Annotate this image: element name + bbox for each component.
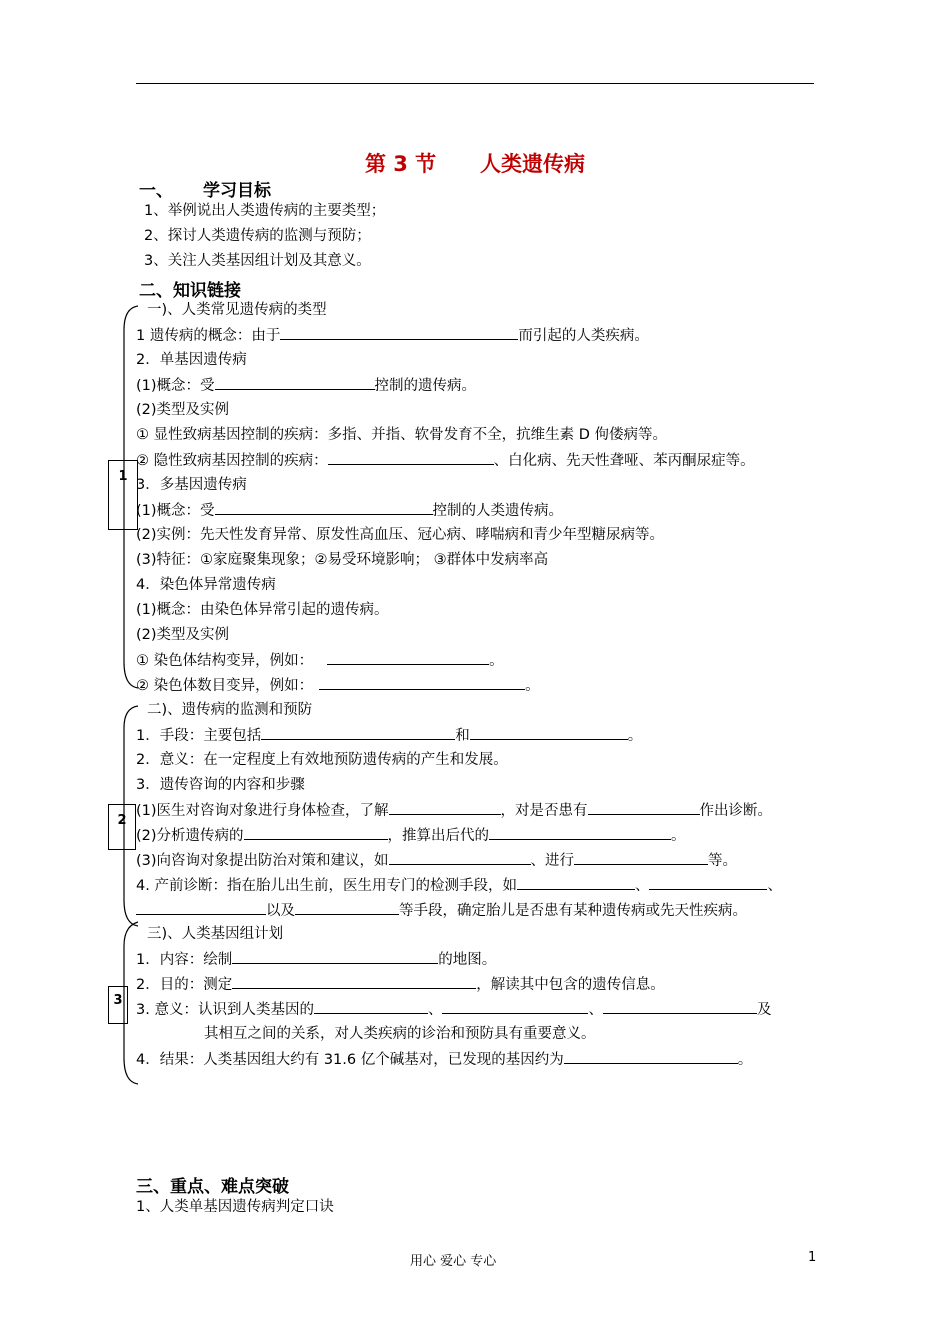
p2-line4-c: 作出诊断。: [699, 803, 773, 819]
p3-line5: [136, 1049, 752, 1070]
p2-line8: [136, 900, 747, 921]
p2-line7: [136, 875, 782, 896]
p2-line2: 2．意义：在一定程度上有效地预防遗传病的产生和发展。: [136, 752, 508, 768]
blank: [232, 974, 476, 989]
part-box-2: [108, 804, 136, 850]
p2-line5: [136, 825, 686, 846]
p3-line2-b: ，解读其中包含的遗传信息。: [476, 977, 665, 993]
blank: [244, 825, 388, 840]
part-box-1-label: 1: [118, 469, 128, 484]
objective-3: 3、关注人类基因组计划及其意义。: [144, 253, 371, 269]
blank: [389, 800, 501, 815]
blank: [588, 800, 700, 815]
p2-line4: [136, 800, 772, 821]
section3-line1: 1、人类单基因遗传病判定口诀: [136, 1199, 334, 1215]
part3-subtitle: 三)、人类基因组计划: [147, 926, 284, 942]
blank: [574, 850, 708, 865]
p1-line11: 4．染色体异常遗传病: [136, 577, 276, 593]
p1-line7: 3．多基因遗传病: [136, 477, 247, 493]
part-box-3-label: 3: [113, 993, 123, 1008]
p3-line3: [136, 999, 771, 1020]
p2-line7-b: 、: [634, 878, 650, 894]
p2-line7-c: 、: [767, 878, 782, 894]
p3-line3-b: 、: [427, 1002, 443, 1018]
blank: [442, 999, 588, 1014]
blank: [517, 875, 635, 890]
p2-line6-a: (3)向咨询对象提出防治对策和建议，如: [136, 853, 389, 869]
page-number: 1: [808, 1250, 817, 1265]
p3-line1-a: 1．内容：绘制: [136, 952, 233, 968]
p1-line8-a: (1)概念：受: [136, 503, 215, 519]
p1-line6-b: 、白化病、先天性聋哑、苯丙酮尿症等。: [493, 453, 755, 469]
p2-line7-a: 4. 产前诊断：指在胎儿出生前，医生用专门的检测手段，如: [136, 878, 517, 894]
part-box-1: [108, 460, 138, 530]
p3-line5-b: 。: [737, 1052, 753, 1068]
blank: [389, 850, 531, 865]
p2-line4-a: (1)医生对咨询对象进行身体检查，了解: [136, 803, 389, 819]
p1-line14: [136, 650, 504, 671]
part-box-2-label: 2: [117, 813, 127, 828]
p3-line3-c: 、: [588, 1002, 603, 1018]
p2-line5-b: ，推算出后代的: [387, 828, 490, 844]
p1-line15: [136, 675, 540, 696]
blank: [215, 500, 433, 515]
p1-line1: [136, 325, 649, 346]
p1-line6-a: ② 隐性致病基因控制的疾病：: [136, 453, 328, 469]
blank: [232, 949, 438, 964]
p1-line3: [136, 375, 476, 396]
blank: [314, 999, 428, 1014]
p3-line2-a: 2．目的：测定: [136, 977, 233, 993]
section2-heading: 二、知识链接: [139, 281, 241, 301]
p1-line6: [136, 450, 755, 471]
p1-line1-a: 1 遗传病的概念：由于: [136, 328, 281, 344]
blank: [470, 725, 628, 740]
objective-1: 1、举例说出人类遗传病的主要类型；: [144, 203, 386, 219]
p3-line5-a: 4．结果：人类基因组大约有 31.6 亿个碱基对，已发现的基因约为: [136, 1052, 564, 1068]
p3-line1: [136, 949, 496, 970]
blank: [319, 675, 525, 690]
section1-heading: 学习目标: [203, 181, 271, 201]
p2-line6: [136, 850, 737, 871]
part-box-3: [108, 986, 128, 1024]
p1-line4: (2)类型及实例: [136, 402, 230, 418]
p1-line3-a: (1)概念：受: [136, 378, 215, 394]
p1-line13: (2)类型及实例: [136, 627, 230, 643]
p1-line2: 2．单基因遗传病: [136, 352, 247, 368]
p2-line5-a: (2)分析遗传病的: [136, 828, 244, 844]
p1-line14-b: 。: [489, 653, 504, 669]
section1-number: 一、: [139, 181, 173, 201]
p2-line8-b: 等手段，确定胎儿是否患有某种遗传病或先天性疾病。: [399, 903, 747, 919]
p2-line6-c: 等。: [708, 853, 738, 869]
p1-line15-b: 。: [525, 678, 540, 694]
blank: [649, 875, 767, 890]
blank: [280, 325, 518, 340]
p2-line3: 3．遗传咨询的内容和步骤: [136, 777, 305, 793]
objective-2: 2、探讨人类遗传病的监测与预防；: [144, 228, 371, 244]
page-title: 第 3 节 人类遗传病: [364, 152, 586, 176]
p1-line12: (1)概念：由染色体异常引起的遗传病。: [136, 602, 389, 618]
p1-line5: ① 显性致病基因控制的疾病：多指、并指、软骨发育不全，抗维生素 D 佝偻病等。: [136, 427, 667, 443]
p3-line3-a: 3. 意义：认识到人类基因的: [136, 1002, 314, 1018]
p2-line1: [136, 725, 642, 746]
p3-line1-b: 的地图。: [438, 952, 497, 968]
p1-line3-b: 控制的遗传病。: [374, 378, 477, 394]
p1-line15-a: ② 染色体数目变异，例如：: [136, 678, 314, 694]
p1-line8-b: 控制的人类遗传病。: [432, 503, 564, 519]
p2-line1-a: 1．手段：主要包括: [136, 728, 262, 744]
p1-line14-a: ① 染色体结构变异，例如：: [136, 653, 314, 669]
p2-line6-b: 、进行: [530, 853, 575, 869]
p2-line5-c: 。: [671, 828, 686, 844]
p3-line4: 其相互之间的关系，对人类疾病的诊治和预防具有重要意义。: [204, 1026, 596, 1042]
blank: [489, 825, 671, 840]
blank: [327, 650, 489, 665]
blank: [295, 900, 399, 915]
section3-heading: 三、重点、难点突破: [136, 1177, 289, 1197]
blank: [603, 999, 757, 1014]
p1-line8: [136, 500, 563, 521]
blank: [261, 725, 455, 740]
blank: [328, 450, 494, 465]
p1-line1-b: 而引起的人类疾病。: [518, 328, 649, 344]
p3-line2: [136, 974, 665, 995]
part2-subtitle: 二)、遗传病的监测和预防: [147, 702, 313, 718]
p1-line9: (2)实例：先天性发育异常、原发性高血压、冠心病、哮喘病和青少年型糖尿病等。: [136, 527, 665, 543]
p2-line1-c: 。: [627, 728, 643, 744]
header-rule: [136, 83, 814, 84]
p2-line4-b: ，对是否患有: [500, 803, 588, 819]
blank: [215, 375, 375, 390]
blank: [564, 1049, 738, 1064]
p3-line3-d: 及: [756, 1002, 772, 1018]
part1-subtitle: 一)、人类常见遗传病的类型: [147, 302, 327, 318]
p1-line10: (3)特征：①家庭聚集现象；②易受环境影响； ③群体中发病率高: [136, 552, 549, 568]
p2-line8-a: 以及: [266, 903, 295, 919]
footer-motto: 用心 爱心 专心: [410, 1254, 497, 1269]
blank: [136, 900, 266, 915]
p2-line1-b: 和: [455, 728, 470, 744]
